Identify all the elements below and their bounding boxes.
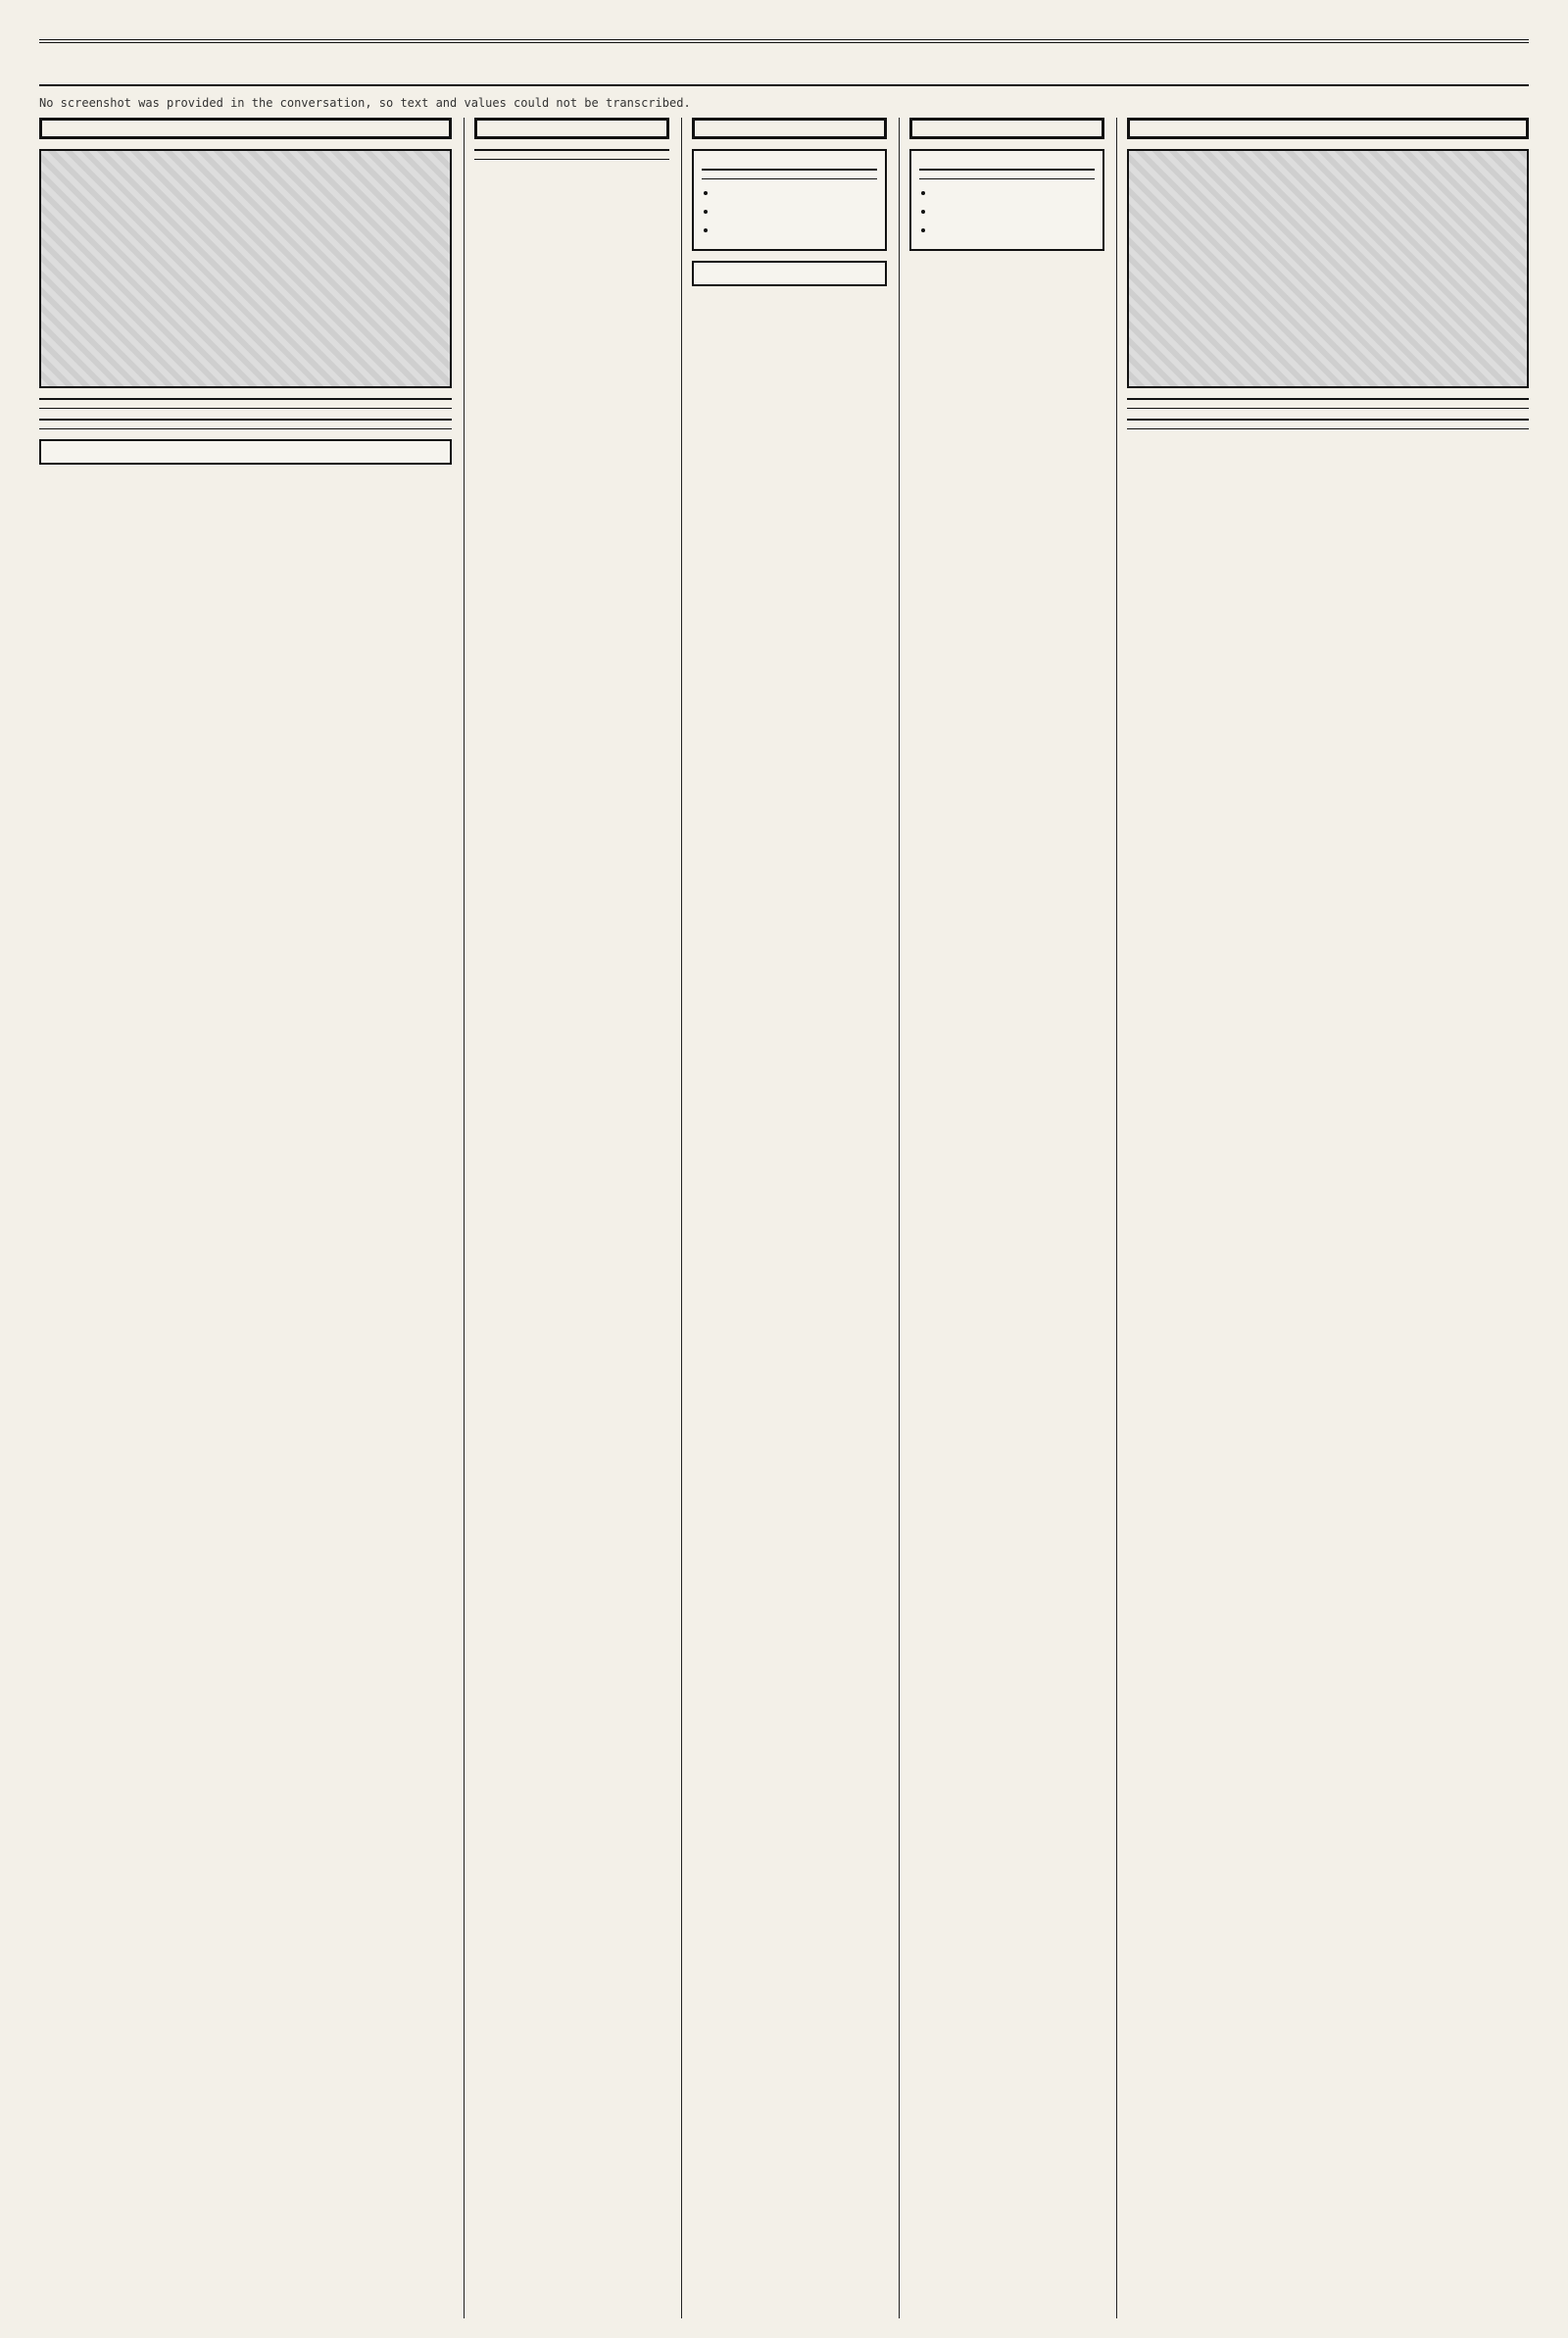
- section-title: [474, 118, 669, 139]
- column-3: [681, 118, 887, 2318]
- subsection-title: [1127, 398, 1529, 409]
- info-box-title: [919, 169, 1095, 179]
- ad-box: [692, 261, 887, 286]
- section-title: [1127, 118, 1529, 139]
- info-box-list: [919, 185, 1095, 237]
- info-box-line: [935, 204, 1095, 219]
- info-box-line: [717, 223, 877, 237]
- masthead: [39, 39, 1529, 86]
- ad-box: [39, 439, 452, 465]
- columns-grid: [39, 118, 1529, 2318]
- subsection-title: [1127, 419, 1529, 429]
- section-title: [692, 118, 887, 139]
- column-5: [1116, 118, 1529, 2318]
- section-title: [909, 118, 1104, 139]
- info-box-line: [935, 223, 1095, 237]
- missing-image-note: No screenshot was provided in the conversation, so text and values could not be transcribed.: [39, 96, 691, 110]
- info-box-line: [717, 185, 877, 200]
- subsection-title: [39, 398, 452, 409]
- section-title: [39, 118, 452, 139]
- info-box: [909, 149, 1104, 251]
- column-4: [899, 118, 1104, 2318]
- info-box-line: [935, 185, 1095, 200]
- info-box-list: [702, 185, 877, 237]
- info-box: [692, 149, 887, 251]
- info-box-title: [702, 169, 877, 179]
- column-2: [464, 118, 669, 2318]
- info-box-line: [717, 204, 877, 219]
- subsection-title: [474, 149, 669, 160]
- photo: [1127, 149, 1529, 388]
- column-1: [39, 118, 452, 2318]
- subsection-title: [39, 419, 452, 429]
- photo: [39, 149, 452, 388]
